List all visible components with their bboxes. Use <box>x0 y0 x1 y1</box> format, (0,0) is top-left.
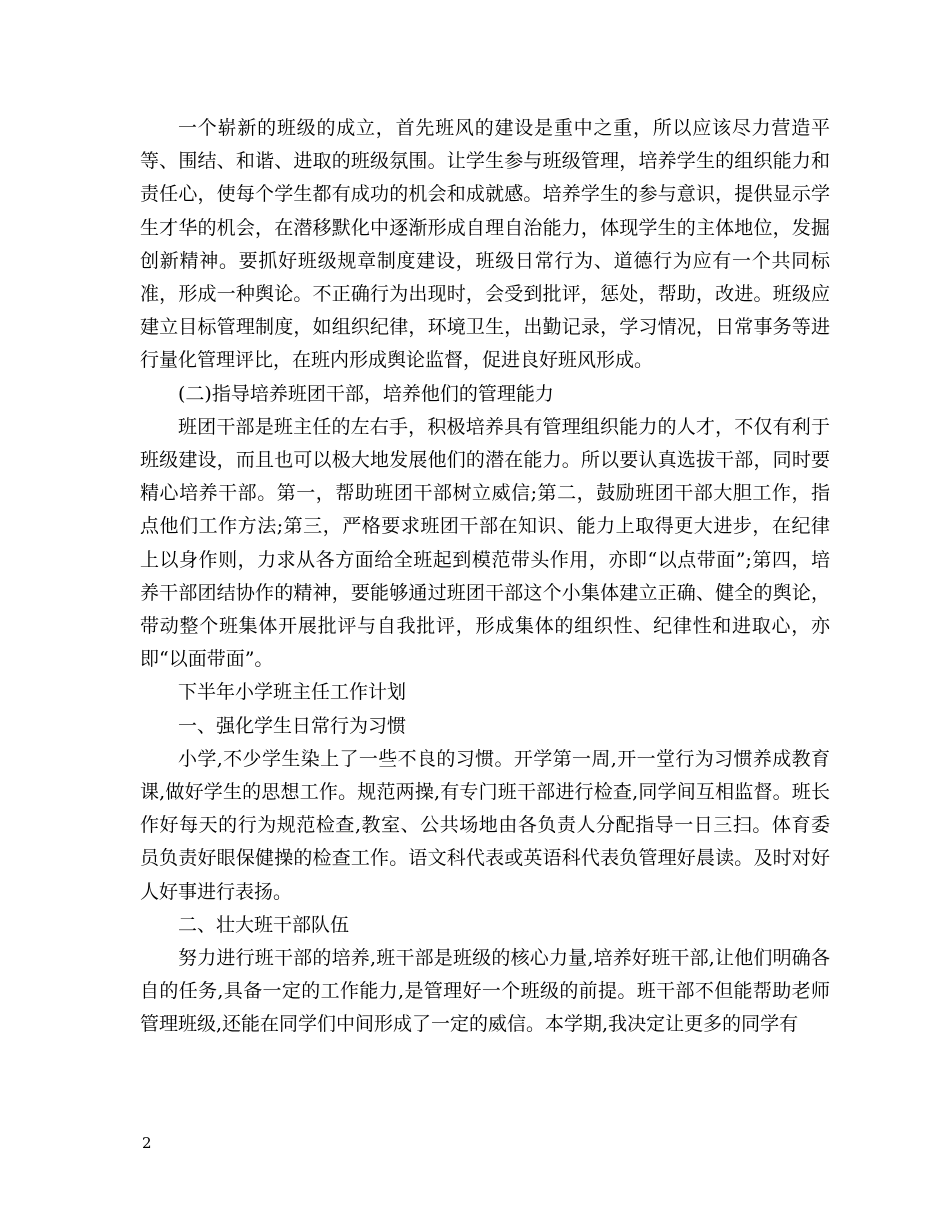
paragraph-cadre-training: 班团干部是班主任的左右手，积极培养具有管理组织能力的人才，不仅有利于班级建设，而且也可以极大地发展他们的潜在能力。所以要认真选拔干部，同时要精心培养干部。第一，帮助班团干部树立威信;第二，鼓励班团干部大胆工作，指点他们工作方法;第三，严格要求班团干部在知识、能力上取得更大进步，在纪律上以身作则，力求从各方面给全班起到模范带头作用，亦即“以点带面”;第四，培养干部团结协作的精神，要能够通过班团干部这个小集体建立正确、健全的舆论，带动整个班集体开展批评与自我批评，形成集体的组织性、纪律性和进取心，亦即“以面带面”。 <box>140 415 830 671</box>
heading-cadre-training: (二)指导培养班团干部，培养他们的管理能力 <box>178 382 554 405</box>
heading-plan-title: 下半年小学班主任工作计划 <box>178 681 407 704</box>
heading-expand-cadre: 二、壮大班干部队伍 <box>178 913 350 936</box>
heading-daily-habits: 一、强化学生日常行为习惯 <box>178 714 407 737</box>
paragraph-class-atmosphere: 一个崭新的班级的成立，首先班风的建设是重中之重，所以应该尽力营造平等、围结、和谐、进取的班级氛围。让学生参与班级管理，培养学生的组织能力和责任心，使每个学生都有成功的机会和成就感。培养学生的参与意识，提供显示学生才华的机会，在潜移默化中逐渐形成自理自治能力，体现学生的主体地位，发掘创新精神。要抓好班级规章制度建设，班级日常行为、道德行为应有一个共同标准，形成一种舆论。不正确行为出现时，会受到批评，惩处，帮助，改进。班级应建立目标管理制度，如组织纪律，环境卫生，出勤记录，学习情况，日常事务等进行量化管理评比，在班内形成舆论监督，促进良好班风形成。 <box>140 117 830 372</box>
page-number: 2 <box>142 1134 152 1152</box>
paragraph-daily-habits: 小学,不少学生染上了一些不良的习惯。开学第一周,开一堂行为习惯养成教育课,做好学生的思想工作。规范两操,有专门班干部进行检查,同学间互相监督。班长作好每天的行为规范检查,教室、公共场地由各负责人分配指导一日三扫。体育委员负责好眼保健操的检查工作。语文科代表或英语科代表负管理好晨读。及时对好人好事进行表扬。 <box>140 747 830 903</box>
document-body <box>140 112 830 1042</box>
paragraph-expand-cadre: 努力进行班干部的培养,班干部是班级的核心力量,培养好班干部,让他们明确各自的任务,具备一定的工作能力,是管理好一个班级的前提。班干部不但能帮助老师管理班级,还能在同学们中间形成了一定的威信。本学期,我决定让更多的同学有 <box>140 947 830 1036</box>
